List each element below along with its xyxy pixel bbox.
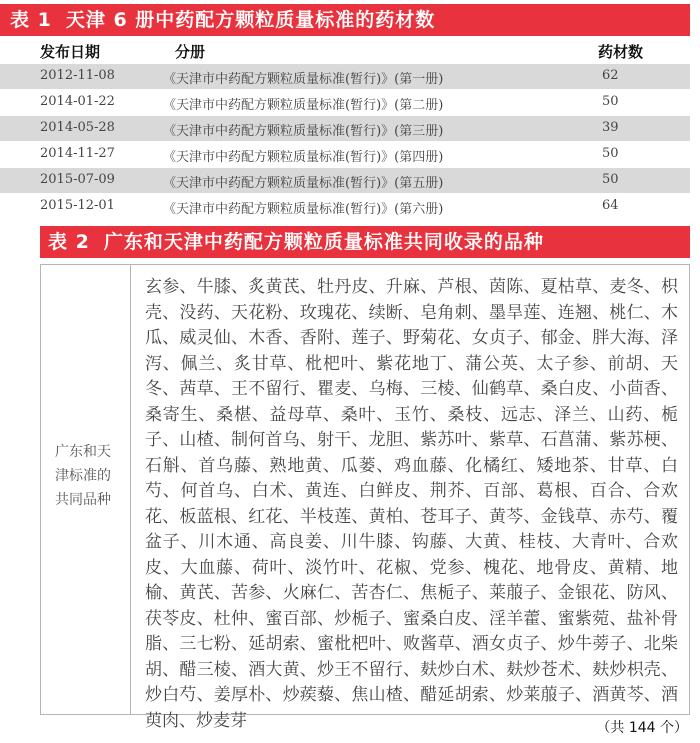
- row-count: 62: [602, 68, 619, 83]
- header-count: 药材数: [598, 43, 644, 61]
- row-count: 64: [602, 198, 619, 213]
- row-volume: 《天津市中药配方颗粒质量标准(暂行)》(第一册): [163, 72, 444, 87]
- table2-title: 广东和天津中药配方颗粒质量标准共同收录的品种: [103, 231, 544, 253]
- table1-header: [0, 36, 690, 64]
- row-date: 2012-11-08: [40, 68, 115, 83]
- table-row: [0, 168, 690, 194]
- table1-title-bar: [0, 4, 690, 36]
- table2-number: 表 2: [48, 231, 90, 253]
- row-volume: 《天津市中药配方颗粒质量标准(暂行)》(第六册): [163, 202, 444, 217]
- table1-title: 天津 6 册中药配方颗粒质量标准的药材数: [65, 9, 436, 31]
- row-volume: 《天津市中药配方颗粒质量标准(暂行)》(第二册): [163, 98, 444, 113]
- table1-number: 表 1: [10, 9, 52, 31]
- table1-body: [0, 64, 690, 220]
- table-row: [0, 90, 690, 116]
- row-count: 39: [602, 120, 619, 135]
- row-date: 2015-07-09: [40, 172, 115, 187]
- row-date: 2014-01-22: [40, 94, 115, 109]
- table-row: [0, 116, 690, 142]
- table-row: [0, 194, 690, 220]
- header-date: 发布日期: [40, 43, 101, 61]
- row-count: 50: [602, 172, 619, 187]
- table2-species-list: 玄参、牛膝、炙黄芪、牡丹皮、升麻、芦根、茵陈、夏枯草、麦冬、枳壳、没药、天花粉、玫瑰花、续断、皂角刺、墨旱莲、连翘、桃仁、木瓜、威灵仙、木香、香附、莲子、野菊花、女贞子、郁金、胖大海、泽泻、佩兰、炙甘草、枇杷叶、紫花地丁、蒲公英、太子参、前胡、天冬、茜草、王不留行、瞿麦、乌梅、三棱、仙鹤草、桑白皮、小茴香、桑寄生、桑椹、益母草、桑叶、玉竹、桑枝、远志、泽兰、山药、栀子、山楂、制何首乌、射干、龙胆、紫苏叶、紫草、石菖蒲、紫苏梗、石斛、首乌藤、熟地黄、瓜蒌、鸡血藤、化橘红、矮地茶、甘草、白芍、何首乌、白术、黄连、白鲜皮、荆芥、百部、葛根、百合、合欢花、板蓝根、红花、半枝莲、黄柏、苍耳子、黄芩、金钱草、赤芍、覆盆子、川木通、高良姜、川牛膝、钩藤、大黄、桂枝、大青叶、合欢皮、大血藤、荷叶、淡竹叶、花椒、党参、槐花、地骨皮、黄精、地榆、黄芪、苦参、火麻仁、苦杏仁、焦栀子、莱菔子、金银花、防风、茯苓皮、杜仲、蜜百部、炒栀子、蜜桑白皮、淫羊藿、蜜紫菀、盐补骨脂、三七粉、延胡索、蜜枇杷叶、败酱草、酒女贞子、炒牛蒡子、北柴胡、醋三棱、酒大黄、炒王不留行、麸炒白术、麸炒苍术、麸炒枳壳、炒白芍、姜厚朴、炒蒺藜、焦山楂、醋延胡索、炒莱菔子、酒黄芩、酒萸肉、炒麦芽: [145, 277, 678, 731]
- row-date: 2014-11-27: [40, 146, 115, 161]
- row-date: 2015-12-01: [40, 198, 115, 213]
- header-volume: 分册: [175, 43, 206, 61]
- row-volume: 《天津市中药配方颗粒质量标准(暂行)》(第五册): [163, 176, 444, 191]
- row-date: 2014-05-28: [40, 120, 115, 135]
- row-count: 50: [602, 146, 619, 161]
- row-volume: 《天津市中药配方颗粒质量标准(暂行)》(第四册): [163, 150, 444, 165]
- table2-label-cell: [41, 265, 131, 714]
- row-count: 50: [602, 94, 619, 109]
- table2-title-bar: [40, 226, 690, 258]
- table-row: [0, 142, 690, 168]
- table2-label: 广东和天津标准的共同品种: [55, 444, 111, 508]
- table-row: [0, 64, 690, 90]
- total-count: （共 144 个）: [596, 720, 688, 736]
- row-volume: 《天津市中药配方颗粒质量标准(暂行)》(第三册): [163, 124, 444, 139]
